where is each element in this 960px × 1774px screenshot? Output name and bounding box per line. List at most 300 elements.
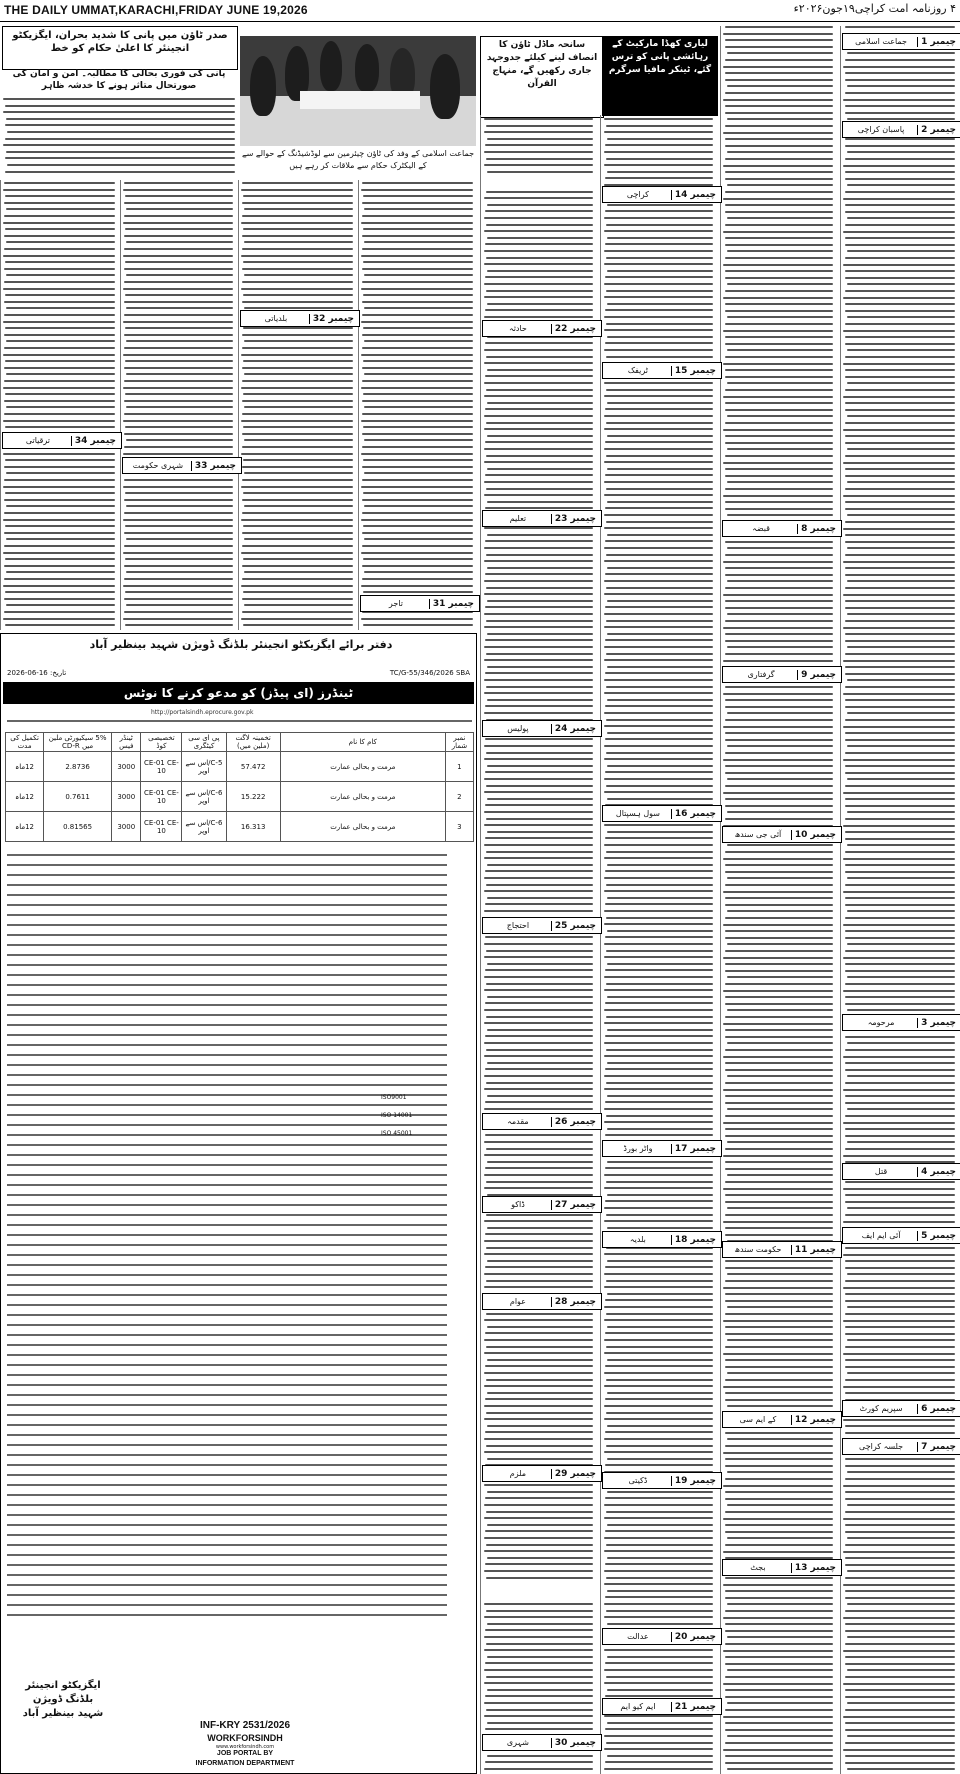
text-line [484,1075,593,1077]
text-line [484,1636,593,1638]
text-line [845,633,955,635]
text-line [725,1577,833,1579]
text-line [123,618,233,620]
text-line [484,263,593,265]
text-line [604,395,713,397]
text-line [606,1115,713,1117]
condition-line [7,894,447,896]
condition-line [7,1044,447,1046]
text-line [486,1049,593,1051]
section-header-25 [482,917,602,934]
condition-line [7,1324,447,1326]
text-line [486,587,593,589]
text-line [843,165,955,167]
text-line [607,501,713,503]
text-line [123,288,233,290]
text-line [487,1458,593,1460]
top-left-story [0,26,238,176]
text-line [723,1320,833,1322]
text-line [606,1346,713,1348]
text-line [845,1102,955,1104]
text-line [725,1399,833,1401]
text-line [484,580,593,582]
condition-line [7,1334,447,1336]
text-line [484,118,593,120]
section-number: چیمبر 1 [917,37,959,47]
text-line [241,420,353,422]
text-line [725,699,833,701]
text-line [723,165,833,167]
text-line [484,1768,593,1770]
text-line [845,1300,955,1302]
text-line [723,1749,833,1751]
text-line [604,1537,713,1539]
text-line [725,105,833,107]
col-cost: تخمینہ لاگت (ملین میں) [226,733,280,752]
section-label: پولیس [507,724,529,733]
section-label: بلدیاتی [264,314,288,323]
text-line [4,512,115,514]
text-line [845,884,955,886]
text-line [362,248,473,250]
text-line [845,1663,955,1665]
text-line [845,488,955,490]
text-line [845,1491,955,1493]
text-line [484,692,593,694]
text-line [725,178,833,180]
text-line [607,765,713,767]
text-line [362,215,473,217]
text-line [486,653,593,655]
text-line [604,778,713,780]
section-number: چیمبر 19 [671,1476,719,1486]
text-line [486,1412,593,1414]
text-line [242,532,353,534]
text-line [362,433,473,435]
text-line [725,376,833,378]
text-line [845,138,955,140]
text-line [845,1095,955,1097]
text-line [845,752,955,754]
text-line [845,422,955,424]
text-line [486,1577,593,1579]
section-label: حکومت سندھ [734,1245,782,1254]
text-line [486,422,593,424]
text-line [604,1735,713,1737]
text-line [723,1551,833,1553]
text-line [725,1755,833,1757]
text-line [845,587,955,589]
section-number: چیمبر 12 [791,1415,839,1425]
col-fee: ٹینڈر فیس [112,733,141,752]
text-line [845,996,955,998]
text-line [604,712,713,714]
text-line [123,189,233,191]
text-line [725,1201,833,1203]
text-line [845,277,955,279]
text-line [845,1425,955,1427]
text-line [607,1161,713,1163]
text-line [243,525,353,527]
text-line [363,459,473,461]
col-sr: نمبر شمار [445,733,473,752]
text-line [604,329,713,331]
text-line [5,138,235,140]
text-line [845,673,955,675]
text-line [843,891,955,893]
section-number: چیمبر 34 [71,436,119,446]
text-line [607,1194,713,1196]
text-line [845,409,955,411]
text-line [725,1623,833,1625]
col-code: تخصیصی کوڈ [141,733,182,752]
text-line [845,1313,955,1315]
text-line [484,1649,593,1651]
text-line [725,1029,833,1031]
text-line [604,1682,713,1684]
text-line [725,1135,833,1137]
text-line [607,1392,713,1394]
text-line [604,1088,713,1090]
text-line [363,195,473,197]
text-line [486,884,593,886]
text-line [487,402,593,404]
text-line [725,1036,833,1038]
section-number: چیمبر 5 [917,1231,959,1241]
text-line [845,191,955,193]
text-line [845,1656,955,1658]
section-header-32 [240,310,360,327]
condition-line [7,1064,447,1066]
text-line [845,1465,955,1467]
text-line [125,591,233,593]
text-line [845,541,955,543]
text-line [606,1280,713,1282]
text-line [607,1062,713,1064]
text-line [484,1108,593,1110]
text-line [604,1055,713,1057]
text-line [484,1187,593,1189]
text-line [242,400,353,402]
iso-1: ISO9001 [381,1094,407,1101]
text-line [604,428,713,430]
text-line [845,1689,955,1691]
text-line [484,1405,593,1407]
text-line [607,204,713,206]
text-line [486,1181,593,1183]
text-line [484,1603,593,1605]
text-line [725,1161,833,1163]
condition-line [7,884,447,886]
text-line [484,1682,593,1684]
text-line [845,1346,955,1348]
text-line [606,1313,713,1315]
section-label: تعلیم [509,514,527,523]
condition-line [7,1314,447,1316]
section-header-31 [360,595,480,612]
subheadline-water-crisis: پانی کی فوری بحالی کا مطالبہ۔ امن و امان کی صورتحال متاثر ہونے کا خدشہ ظاہر [12,69,226,91]
text-line [607,171,713,173]
tender-ref: TC/G-55/346/2026 SBA [389,669,470,677]
text-line [725,1267,833,1269]
text-line [723,1584,833,1586]
text-line [361,222,473,224]
text-line [845,1326,955,1328]
text-line [845,1036,955,1038]
text-line [484,712,593,714]
text-line [607,1128,713,1130]
condition-line [7,1534,447,1536]
condition-line [7,1034,447,1036]
tender-date: تاریخ: 16-06-2026 [7,669,67,677]
condition-line [7,1024,447,1026]
section-header-4 [842,1163,960,1180]
text-line [604,1550,713,1552]
text-line [606,1610,713,1612]
text-line [5,426,115,428]
text-line [845,1201,955,1203]
text-line [123,354,233,356]
text-line [725,468,833,470]
condition-line [7,1154,447,1156]
text-line [725,1227,833,1229]
text-line [723,1386,833,1388]
condition-line [7,974,447,976]
text-line [604,1603,713,1605]
text-line [845,1755,955,1757]
portal-site: www.workforsindh.com [215,1744,275,1750]
section-label: قتل [874,1167,888,1176]
text-line [124,499,233,501]
text-line [725,1729,833,1731]
text-line [487,303,593,305]
condition-line [7,1234,447,1236]
text-line [486,1676,593,1678]
text-line [845,970,955,972]
text-line [243,393,353,395]
section-header-33 [122,457,242,474]
text-line [362,532,473,534]
text-line [606,1049,713,1051]
text-line [3,111,235,113]
iso-2: ISO 14001 [381,1112,413,1119]
text-line [845,1524,955,1526]
text-line [725,59,833,61]
text-line [6,118,235,120]
section-header-26 [482,1113,602,1130]
section-label: حادثہ [509,324,527,333]
text-line [843,1584,955,1586]
text-line [725,772,833,774]
text-line [242,380,353,382]
text-line [484,646,593,648]
text-line [604,877,713,879]
text-line [845,666,955,668]
section-label: پاسبان کراچی [857,125,905,134]
text-line [845,567,955,569]
text-line [5,105,235,107]
text-line [604,1405,713,1407]
text-line [484,362,593,364]
text-line [607,402,713,404]
text-line [725,1181,833,1183]
text-line [484,1352,593,1354]
section-label: کے ایم سی [739,1415,777,1424]
text-line [3,144,235,146]
text-line [607,534,713,536]
text-line [843,1188,955,1190]
text-line [124,182,233,184]
text-line [725,422,833,424]
condition-line [7,1424,447,1426]
text-line [845,389,955,391]
text-line [3,255,115,257]
text-line [486,1544,593,1546]
text-line [606,983,713,985]
text-line [845,521,955,523]
text-line [843,1320,955,1322]
text-line [241,189,353,191]
section-number: چیمبر 13 [791,1563,839,1573]
text-line [243,558,353,560]
section-label: ترقیاتی [25,436,51,445]
text-line [484,1702,593,1704]
condition-line [7,1434,447,1436]
section-header-16 [602,805,722,822]
condition-line [7,1474,447,1476]
text-line [606,1742,713,1744]
text-line [487,1623,593,1625]
section-number: چیمبر 23 [551,514,599,524]
text-line [486,191,593,193]
text-line [725,46,833,48]
section-label: ایم کیو ایم [620,1702,656,1711]
text-line [484,679,593,681]
text-line [3,222,115,224]
text-line [845,706,955,708]
text-line [845,1194,955,1196]
photo-caption: جماعت اسلامی کے وفد کی ٹاؤن چیئرمین سے لوڈشیڈنگ کے حوالے سے کے الیکٹرک حکام سے ملاقات کر رہے ہیں [241,149,475,170]
text-line [607,930,713,932]
text-line [484,857,593,859]
text-line [362,499,473,501]
text-line [486,1280,593,1282]
text-line [604,382,713,384]
text-line [843,660,955,662]
masthead-title-ur: ۴ روزنامہ امت کراچی۱۹جون۲۰۲۶ء [793,2,956,15]
text-line [604,824,713,826]
text-line [242,248,353,250]
text-line [725,138,833,140]
text-line [723,1518,833,1520]
text-line [725,719,833,721]
text-line [723,1287,833,1289]
text-line [845,303,955,305]
text-line [123,321,233,323]
text-line [723,462,833,464]
text-line [243,591,353,593]
section-label: بلدیہ [629,1235,646,1244]
text-line [604,151,713,153]
text-line [487,138,593,140]
section-number: چیمبر 27 [551,1200,599,1210]
text-line [606,1445,713,1447]
section-number: چیمبر 21 [671,1702,719,1712]
text-line [725,871,833,873]
text-line [723,33,833,35]
text-line [725,1214,833,1216]
text-line [845,1293,955,1295]
text-line [362,334,473,336]
text-line [4,301,115,303]
text-line [845,851,955,853]
text-line [725,257,833,259]
text-line [241,222,353,224]
section-header-13 [722,1559,842,1576]
text-line [486,224,593,226]
text-line [725,310,833,312]
text-line [487,435,593,437]
text-line [723,66,833,68]
text-line [725,1128,833,1130]
text-line [606,851,713,853]
text-line [484,593,593,595]
text-line [125,426,233,428]
text-line [362,479,473,481]
text-line [243,492,353,494]
text-line [484,1174,593,1176]
text-line [725,1676,833,1678]
text-line [845,600,955,602]
text-line [723,1650,833,1652]
text-line [4,598,115,600]
text-line [241,585,353,587]
text-line [484,778,593,780]
text-line [725,864,833,866]
text-line [4,380,115,382]
condition-line [7,994,447,996]
section-label: احتجاج [506,921,530,930]
text-line [845,1676,955,1678]
text-line [723,231,833,233]
text-line [725,1366,833,1368]
text-line [486,1511,593,1513]
text-line [606,1511,713,1513]
text-line [484,910,593,912]
text-line [362,347,473,349]
text-line [604,725,713,727]
text-line [484,217,593,219]
text-line [242,611,353,613]
section-number: چیمبر 4 [917,1167,959,1177]
text-line [606,389,713,391]
text-line [845,1623,955,1625]
text-line [486,125,593,127]
text-line [723,1221,833,1223]
condition-line [7,1104,447,1106]
section-header-28 [482,1293,602,1310]
text-line [484,382,593,384]
text-line [607,996,713,998]
section-header-34 [2,432,122,449]
text-line [487,237,593,239]
text-line [487,1557,593,1559]
text-line [124,367,233,369]
text-line [723,1188,833,1190]
text-line [725,277,833,279]
text-line [845,1260,955,1262]
text-line [486,1379,593,1381]
